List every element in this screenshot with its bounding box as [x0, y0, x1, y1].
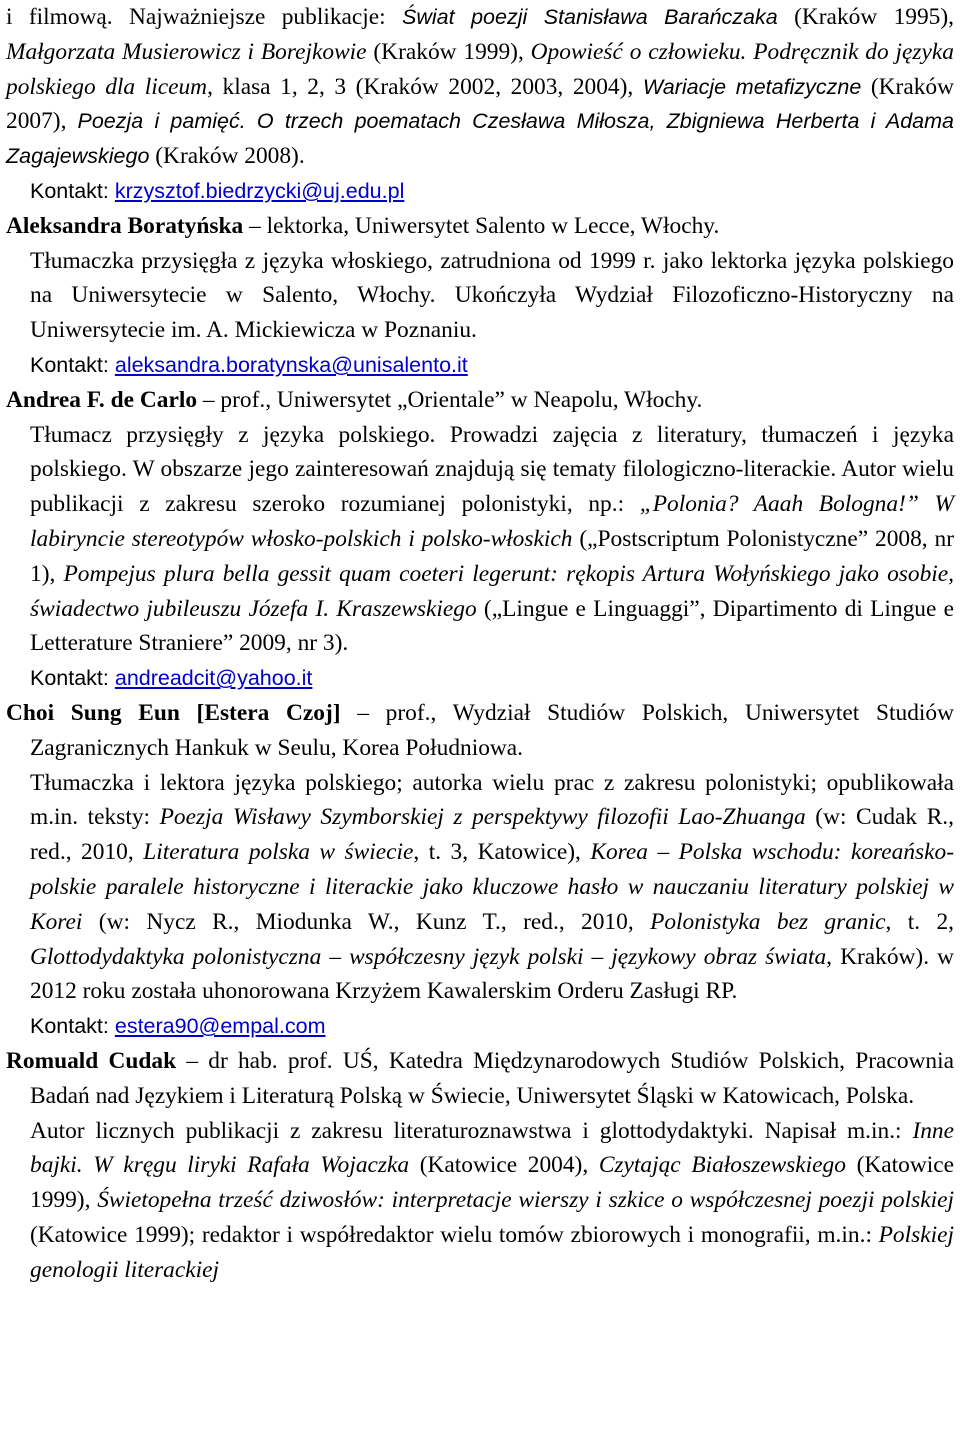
- contact-line: [6, 174, 954, 209]
- affiliation: – prof., Wydział Studiów Polskich, Uniwersytet Studiów Zagranicznych Hankuk w Seulu, Korea Południowa.: [30, 699, 954, 761]
- person-name: Choi Sung Eun [Estera Czoj]: [6, 699, 341, 726]
- affiliation: – lektorka, Uniwersytet Salento w Lecce, Włochy.: [243, 212, 720, 239]
- email-link[interactable]: andreadcit@yahoo.it: [114, 666, 313, 691]
- book-title: Polonistyka bez granic: [650, 908, 886, 935]
- text: (Katowice 1999),: [30, 1152, 955, 1214]
- entry-header: [6, 696, 954, 766]
- book-title: Świetopełna trześć dziwosłów: interpretacje wierszy i szkice o współczesnej poezji polskiej: [97, 1187, 954, 1214]
- entry-continuation: [6, 0, 954, 174]
- entry-bio: [6, 418, 954, 662]
- contact-label: Kontakt:: [30, 1014, 115, 1039]
- article-title: Pompejus plura bella gessit quam coeteri legerunt: rękopis Artura Wołyńskiego jako osobie, świadectwo jubileuszu Józefa I. Kraszewskiego: [30, 560, 955, 622]
- book-title: Małgorzata Musierowicz i Borejkowie: [6, 38, 367, 65]
- entry-bio: [6, 766, 954, 1010]
- entry-bio: Tłumaczka przysięgła z języka włoskiego, zatrudniona od 1999 r. jako lektorka języka polskiego na Uniwersytecie w Salento, Włochy. Ukończyła Wydział Filozoficzno-Historyczny na Uniwersytecie im. A. Mickiewicza w Poznaniu.: [30, 247, 954, 344]
- text: („Postscriptum Polonistyczne” 2008, nr 1),: [30, 525, 954, 587]
- entry-bio: [6, 1114, 954, 1288]
- text: (Katowice 1999); redaktor i współredaktor wielu tomów zbiorowych i monografii, m.in.:: [30, 1221, 879, 1248]
- book-title: Wariacje metafizyczne: [642, 74, 862, 99]
- entry-header: [6, 383, 954, 418]
- text: i filmową. Najważniejsze publikacje:: [6, 4, 403, 30]
- book-title: Czytając Białoszewskiego: [598, 1152, 846, 1179]
- text: (Kraków 1999),: [366, 38, 531, 65]
- text: („Lingue e Linguaggi”, Dipartimento di Lingue e Letterature Straniere” 2009, nr 3).: [30, 595, 954, 657]
- article-title: „Polonia? Aaah Bologna!” W labiryncie stereotypów włosko-polskich i polsko-włoskich: [30, 491, 955, 552]
- person-name: Romuald Cudak: [6, 1047, 177, 1074]
- text: (Kraków 2008).: [149, 143, 305, 170]
- contact-line: [6, 348, 954, 383]
- email-link[interactable]: krzysztof.biedrzycki@uj.edu.pl: [114, 178, 405, 203]
- text: , Kraków). w 2012 roku została uhonorowana Krzyżem Kawalerskim Orderu Zasługi RP.: [30, 943, 955, 1005]
- article-title: Poezja Wisławy Szymborskiej z perspektywy filozofii Lao-Zhuanga: [159, 804, 806, 831]
- affiliation: – prof., Uniwersytet „Orientale” w Neapolu, Włochy.: [197, 386, 703, 413]
- book-title: Poezja i pamięć. O trzech poematach Czesława Miłosza, Zbigniewa Herberta i Adama Zagajewskiego: [6, 109, 954, 169]
- book-title: Świat poezji Stanisława Barańczaka: [402, 5, 778, 29]
- entry-header: [6, 1044, 954, 1114]
- text: (Katowice 2004),: [409, 1152, 599, 1179]
- email-link[interactable]: aleksandra.boratynska@unisalento.it: [114, 352, 468, 377]
- text: Tłumaczka i lektora języka polskiego; autorka wielu prac z zakresu polonistyki; opublikowała m.in. teksty:: [30, 769, 954, 831]
- text: , klasa 1, 2, 3 (Kraków 2002, 2003, 2004),: [207, 73, 643, 100]
- affiliation: – dr hab. prof. UŚ, Katedra Międzynarodowych Studiów Polskich, Pracownia Badań nad Językiem i Literaturą Polską w Świecie, Uniwersytet Śląski w Katowicach, Polska.: [30, 1047, 954, 1109]
- text: (w: Nycz R., Miodunka W., Kunz T., red., 2010,: [82, 908, 651, 935]
- person-name: Andrea F. de Carlo: [6, 386, 198, 413]
- contact-line: [6, 661, 954, 696]
- contact-label: Kontakt:: [30, 666, 115, 691]
- entry-header: [6, 209, 954, 244]
- article-title: Korea – Polska wschodu: koreańsko-polskie paralele historyczne i literackie jako kluczowe hasło w nauczaniu literatury polskiej w Korei: [30, 839, 954, 935]
- text: , t. 3, Katowice),: [413, 839, 591, 866]
- book-title: Literatura polska w świecie: [143, 839, 414, 866]
- book-title: Inne bajki. W kręgu liryki Rafała Wojaczka: [30, 1117, 954, 1179]
- person-name: Aleksandra Boratyńska: [6, 212, 244, 239]
- text: Autor licznych publikacji z zakresu literaturoznawstwa i glottodydaktyki. Napisał m.in.:: [30, 1117, 913, 1144]
- text: Tłumacz przysięgły z języka polskiego. Prowadzi zajęcia z literatury, tłumaczeń i języka polskiego. W obszarze jego zainteresowań znajdują się tematy filologiczno-literackie. Autor wielu publikacji z zakresu szeroko rozumianej polonistyki, np.:: [30, 421, 954, 518]
- email-link[interactable]: estera90@empal.com: [114, 1014, 326, 1039]
- text: , t. 2,: [885, 908, 954, 935]
- contact-label: Kontakt:: [30, 178, 115, 203]
- book-title: Opowieść o człowieku. Podręcznik do języka polskiego dla liceum: [6, 38, 954, 100]
- text: (w: Cudak R., red., 2010,: [30, 804, 954, 866]
- book-title: Glottodydaktyka polonistyczna – współczesny język polski – językowy obraz świata: [30, 943, 827, 970]
- contact-label: Kontakt:: [30, 352, 115, 377]
- text: (Kraków 1995),: [777, 4, 955, 30]
- text: (Kraków 2007),: [6, 73, 955, 135]
- book-title: Polskiej genologii literackiej: [30, 1221, 954, 1283]
- contact-line: [6, 1009, 954, 1044]
